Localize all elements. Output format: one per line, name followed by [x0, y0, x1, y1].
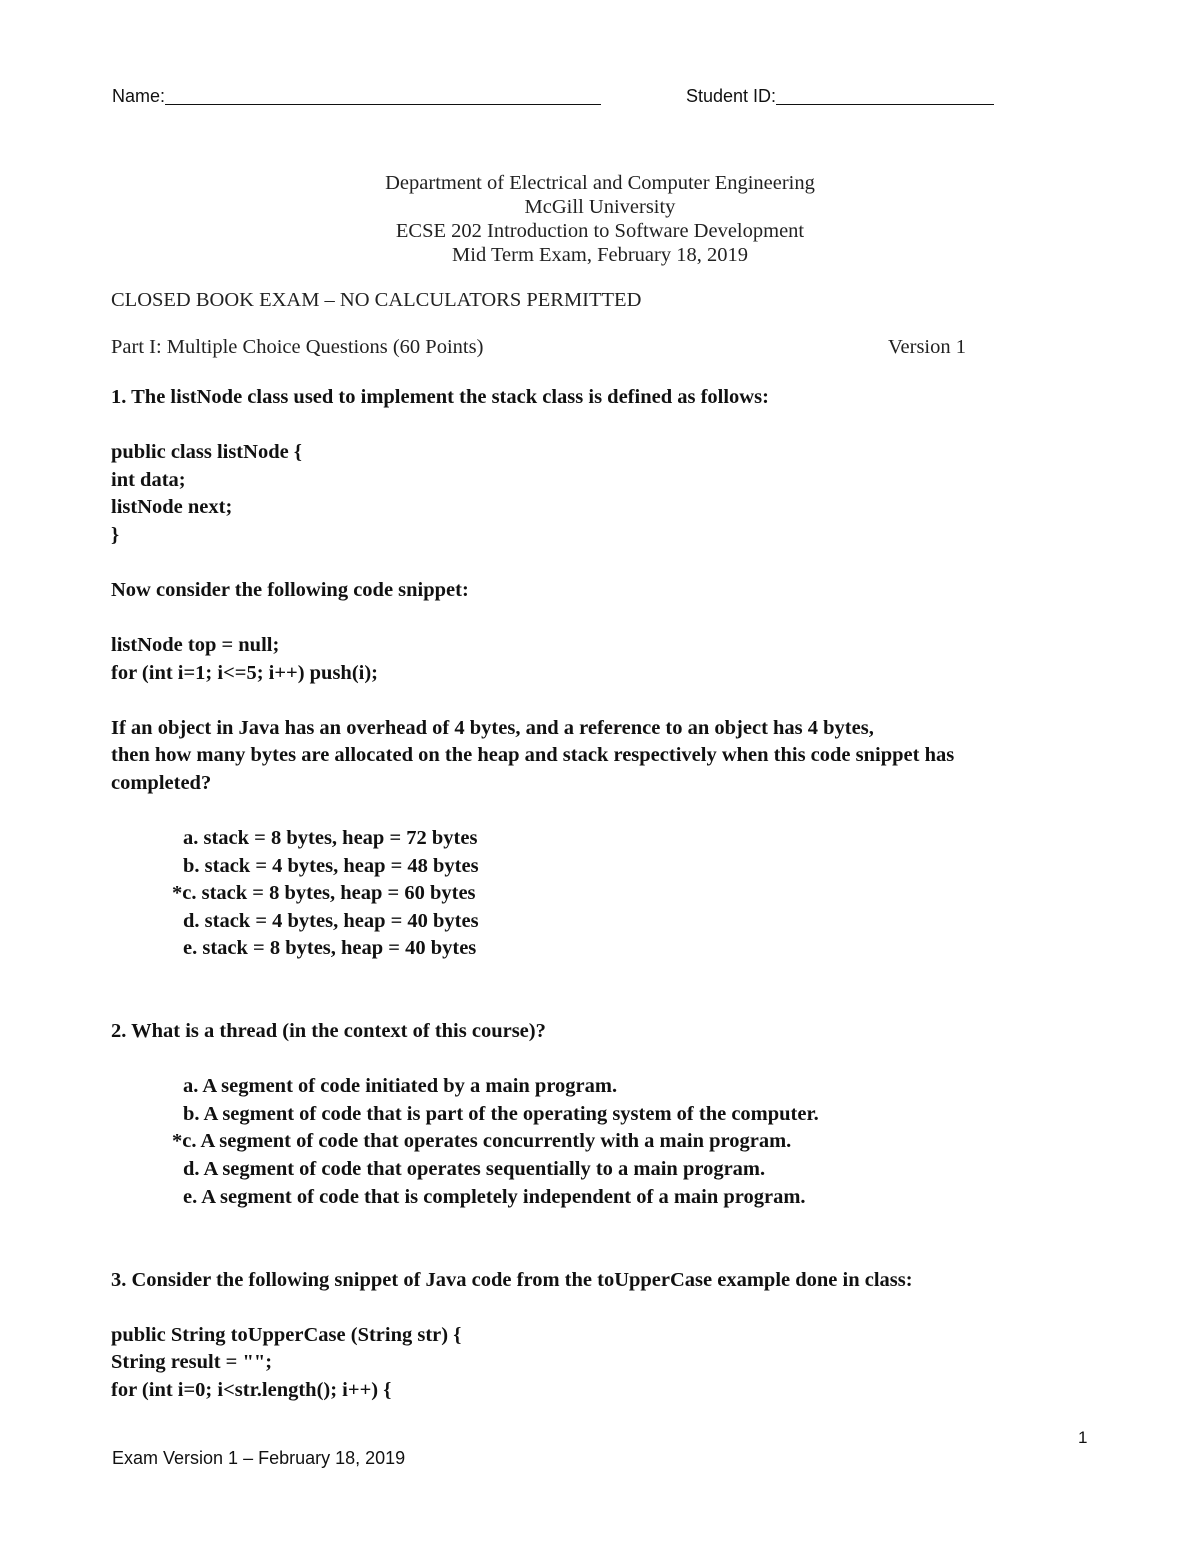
code-line: listNode top = null;: [111, 634, 280, 656]
question-2-stem: 2. What is a thread (in the context of this course)?: [111, 1020, 546, 1042]
version-label: Version 1: [888, 336, 967, 358]
university-line: McGill University: [524, 196, 676, 218]
answer-option: b. stack = 4 bytes, heap = 48 bytes: [183, 855, 479, 877]
code-line: for (int i=1; i<=5; i++) push(i);: [111, 662, 379, 684]
answer-option: e. stack = 8 bytes, heap = 40 bytes: [183, 937, 477, 959]
answer-option: a. A segment of code initiated by a main program.: [183, 1075, 618, 1097]
question-1-stem: 1. The listNode class used to implement the stack class is defined as follows:: [111, 386, 769, 408]
answer-option-correct: *c. stack = 8 bytes, heap = 60 bytes: [172, 882, 476, 904]
question-1-text: completed?: [111, 772, 212, 794]
page-number: 1: [1078, 1428, 1088, 1447]
code-line: }: [111, 524, 120, 546]
exam-date-line: Mid Term Exam, February 18, 2019: [452, 244, 748, 266]
code-line: String result = "";: [111, 1351, 273, 1373]
answer-option: b. A segment of code that is part of the operating system of the computer.: [183, 1103, 819, 1125]
name-blank-line: [165, 84, 601, 105]
name-label: Name:: [112, 86, 166, 106]
exam-rules: CLOSED BOOK EXAM – NO CALCULATORS PERMITTED: [111, 289, 642, 311]
question-3-stem: 3. Consider the following snippet of Java code from the toUpperCase example done in class:: [111, 1269, 913, 1291]
code-line: int data;: [111, 469, 186, 491]
question-1-text: If an object in Java has an overhead of 4 bytes, and a reference to an object has 4 bytes,: [111, 717, 874, 739]
student-id-blank-line: [776, 84, 994, 105]
answer-option-correct: *c. A segment of code that operates concurrently with a main program.: [172, 1130, 792, 1152]
question-1-text: then how many bytes are allocated on the heap and stack respectively when this code snippet has: [111, 744, 955, 766]
part-label: Part I: Multiple Choice Questions (60 Points): [111, 336, 484, 358]
question-1-intro: Now consider the following code snippet:: [111, 579, 469, 601]
answer-option: e. A segment of code that is completely independent of a main program.: [183, 1186, 806, 1208]
name-field: [112, 84, 601, 107]
code-line: public String toUpperCase (String str) {: [111, 1324, 462, 1346]
department-line: Department of Electrical and Computer Engineering: [385, 172, 815, 194]
code-line: for (int i=0; i<str.length(); i++) {: [111, 1379, 392, 1401]
student-id-field: [686, 84, 994, 107]
answer-option: d. A segment of code that operates sequentially to a main program.: [183, 1158, 766, 1180]
student-id-label: Student ID:: [686, 86, 777, 106]
answer-option: a. stack = 8 bytes, heap = 72 bytes: [183, 827, 478, 849]
exam-title-block: [0, 171, 1200, 267]
code-line: listNode next;: [111, 496, 233, 518]
page-footer: Exam Version 1 – February 18, 2019: [112, 1448, 406, 1468]
code-line: public class listNode {: [111, 441, 302, 463]
answer-option: d. stack = 4 bytes, heap = 40 bytes: [183, 910, 479, 932]
course-line: ECSE 202 Introduction to Software Development: [395, 220, 805, 242]
